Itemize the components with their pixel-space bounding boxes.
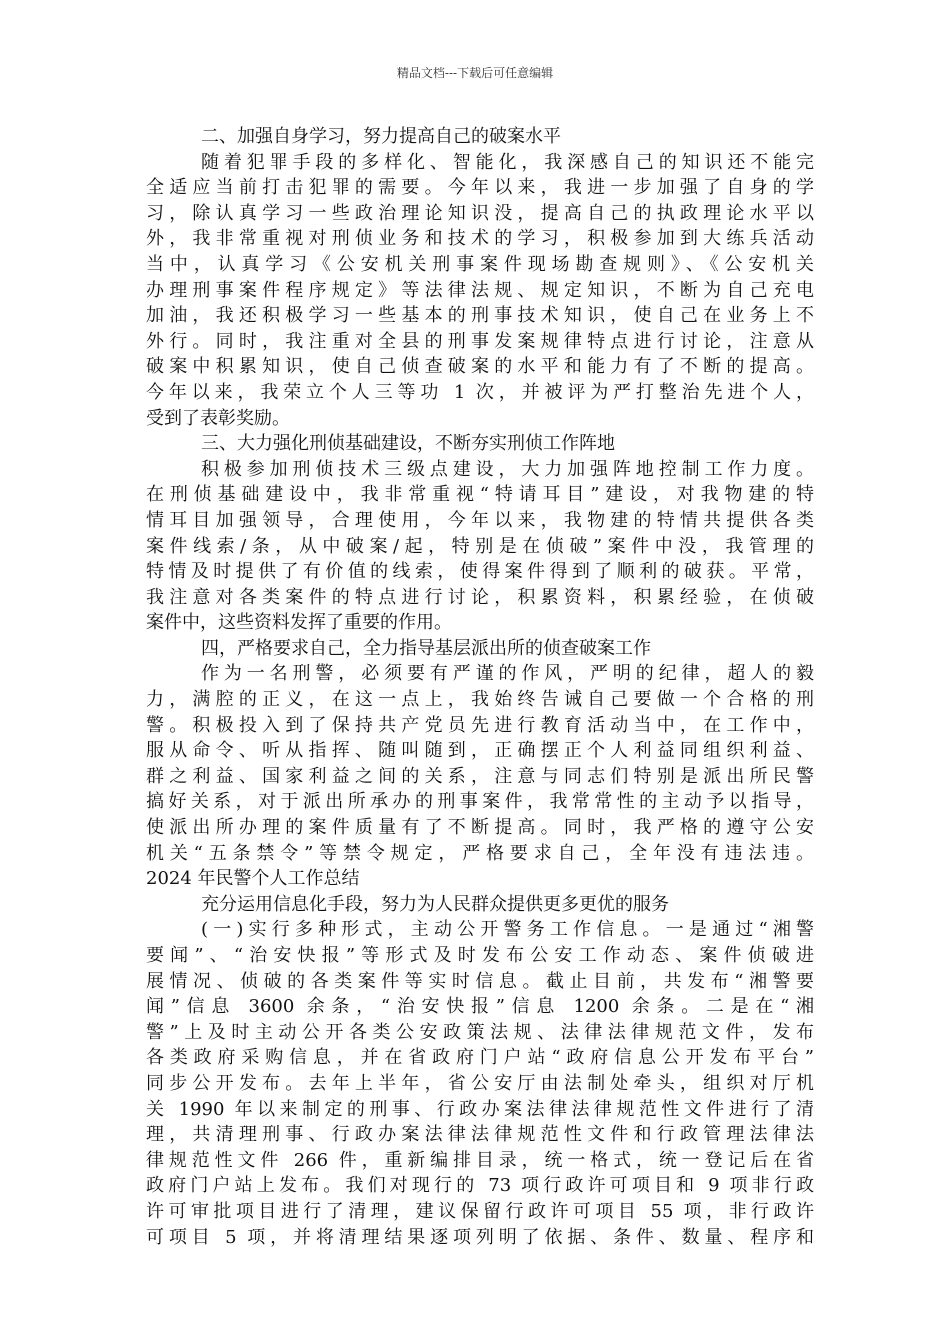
text-line: 外行。同时，我注重对全县的刑事发案规律特点进行讨论，注意从: [146, 330, 814, 352]
text-line: 各类政府采购信息，并在省政府门户站“政府信息公开发布平台”: [146, 1047, 814, 1069]
text-line: 随着犯罪手段的多样化、智能化，我深感自己的知识还不能完: [201, 151, 814, 173]
text-line: 群之利益、国家利益之间的关系，注意与同志们特别是派出所民警: [146, 765, 814, 787]
text-line: 闻”信息 3600 余条，“治安快报”信息 1200 余条。二是在“湘: [146, 996, 814, 1018]
text-line: 全适应当前打击犯罪的需要。今年以来，我进一步加强了自身的学: [146, 177, 814, 199]
text-line: 警。积极投入到了保持共产党员先进行教育活动当中，在工作中，: [146, 714, 814, 736]
text-line: 破案中积累知识，使自己侦查破案的水平和能力有了不断的提高。: [146, 356, 814, 378]
document-body: [146, 124, 814, 1250]
text-line: 习，除认真学习一些政治理论知识没，提高自己的执政理论水平以: [146, 202, 814, 224]
text-line: 服从命令、听从指挥、随叫随到，正确摆正个人利益同组织利益、: [146, 740, 814, 762]
text-line: 加油，我还积极学习一些基本的刑事技术知识，使自己在业务上不: [146, 305, 814, 327]
text-line: 充分运用信息化手段，努力为人民群众提供更多更优的服务: [201, 893, 669, 915]
text-line: 外，我非常重视对刑侦业务和技术的学习，积极参加到大练兵活动: [146, 228, 814, 250]
text-line: 同步公开发布。去年上半年，省公安厅由法制处牵头，组织对厅机: [146, 1072, 814, 1094]
text-line: 展情况、侦破的各类案件等实时信息。截止目前，共发布“湘警要: [146, 970, 814, 992]
text-line: 今年以来，我荣立个人三等功 1 次，并被评为严打整治先进个人，: [146, 381, 814, 403]
text-line: 积极参加刑侦技术三级点建设，大力加强阵地控制工作力度。: [201, 458, 814, 480]
text-line: 案件中，这些资料发挥了重要的作用。: [146, 612, 452, 634]
text-line: 使派出所办理的案件质量有了不断提高。同时，我严格的遵守公安: [146, 817, 814, 839]
text-line: 当中，认真学习《公安机关刑事案件现场勘查规则》、《公安机关: [146, 253, 814, 275]
text-line: 在刑侦基础建设中，我非常重视“特请耳目”建设，对我物建的特: [146, 484, 814, 506]
text-line: 政府门户站上发布。我们对现行的 73 项行政许可项目和 9 项非行政: [146, 1175, 814, 1197]
text-line: 许可审批项目进行了清理，建议保留行政许可项目 55 项，非行政许: [146, 1200, 814, 1222]
text-line: 特情及时提供了有价值的线索，使得案件得到了顺利的破获。平常，: [146, 561, 814, 583]
text-line: 我注意对各类案件的特点进行讨论，积累资料，积累经验，在侦破: [146, 586, 814, 608]
text-line: 力，满腔的正义，在这一点上，我始终告诫自己要做一个合格的刑: [146, 689, 814, 711]
text-line: 办理刑事案件程序规定》等法律法规、规定知识，不断为自己充电: [146, 279, 814, 301]
text-line: (一)实行多种形式，主动公开警务工作信息。一是通过“湘警: [201, 919, 814, 941]
text-line: 要闻”、“治安快报”等形式及时发布公安工作动态、案件侦破进: [146, 945, 814, 966]
text-line: 理，共清理刑事、行政办案法律法律规范性文件和行政管理法律法: [146, 1124, 814, 1146]
text-line: 搞好关系，对于派出所承办的刑事案件，我常常性的主动予以指导，: [146, 791, 814, 813]
text-line: 机关“五条禁令”等禁令规定，严格要求自己，全年没有违法违。: [146, 842, 814, 864]
text-line: 二、加强自身学习，努力提高自己的破案水平: [201, 126, 561, 147]
text-line: 关 1990 年以来制定的刑事、行政办案法律法律规范性文件进行了清: [146, 1098, 814, 1120]
text-line: 律规范性文件 266 件，重新编排目录，统一格式，统一登记后在省: [146, 1149, 814, 1171]
text-line: 案件线索/条，从中破案/起，特别是在侦破”案件中没，我管理的: [146, 535, 814, 557]
text-line: 可项目 5 项，并将清理结果逐项列明了依据、条件、数量、程序和: [146, 1226, 814, 1248]
text-line: 作为一名刑警，必须要有严谨的作风，严明的纪律，超人的毅: [201, 663, 814, 685]
text-line: 受到了表彰奖励。: [146, 407, 290, 429]
text-line: 警”上及时主动公开各类公安政策法规、法律法律规范文件，发布: [146, 1021, 814, 1043]
page-header: 精品文档---下载后可任意编辑: [396, 66, 554, 80]
text-line: 2024 年民警个人工作总结: [146, 868, 360, 890]
text-line: 情耳目加强领导，合理使用，今年以来，我物建的特情共提供各类: [146, 509, 814, 531]
text-line: 三、大力强化刑侦基础建设，不断夯实刑侦工作阵地: [201, 433, 615, 455]
text-line: 四，严格要求自己，全力指导基层派出所的侦查破案工作: [201, 637, 651, 659]
